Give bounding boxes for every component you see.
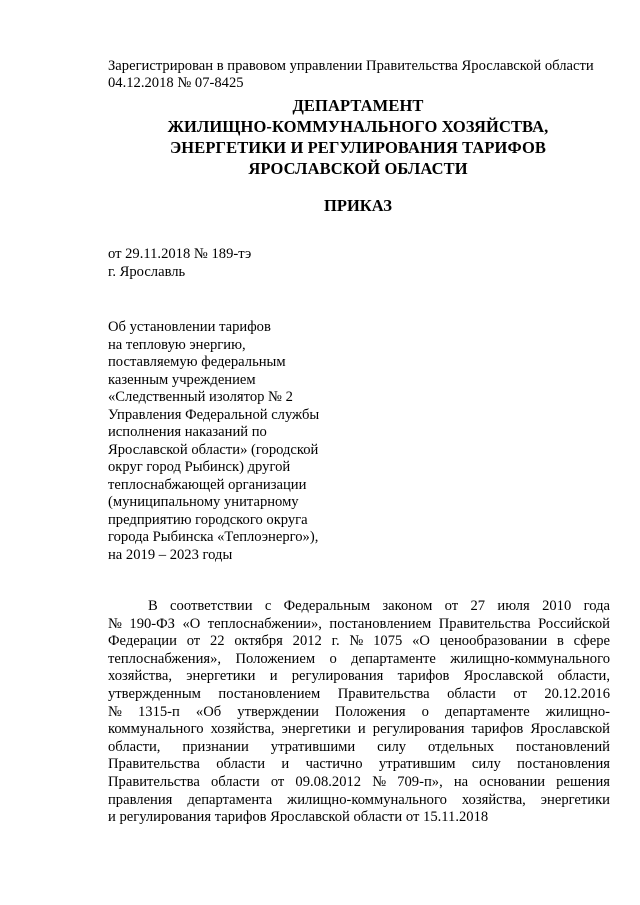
- order-meta: [108, 246, 251, 281]
- subject-line: исполнения наказаний по: [108, 424, 267, 440]
- paragraph-line: хозяйства, энергетики и регулирования тарифов Ярославской области,: [108, 668, 610, 685]
- order-subject: [108, 319, 358, 564]
- subject-line: на 2019 – 2023 годы: [108, 546, 233, 563]
- subject-line: округ город Рыбинск) другой: [108, 459, 291, 475]
- header-line: ЖИЛИЩНО-КОММУНАЛЬНОГО ХОЗЯЙСТВА,: [167, 117, 549, 136]
- header-line: ЭНЕРГЕТИКИ И РЕГУЛИРОВАНИЯ ТАРИФОВ: [169, 138, 546, 157]
- paragraph-line: Правительства области от 09.08.2012 № 709-п», на основании решения: [108, 773, 610, 790]
- subject-line: Управления Федеральной службы: [108, 406, 320, 423]
- subject-line: поставляемую федеральным: [108, 354, 286, 370]
- order-city: г. Ярославль: [108, 263, 186, 280]
- paragraph-line: Федерации от 22 октября 2012 г. № 1075 «О ценообразовании в сфере: [108, 633, 610, 650]
- paragraph-line: области, признании утратившими силу отдельных постановлений: [108, 738, 610, 755]
- paragraph-line: № 190-ФЗ «О теплоснабжении», постановлением Правительства Российской: [108, 615, 610, 632]
- subject-line: Ярославской области» (городской: [108, 441, 319, 458]
- paragraph-line: В соответствии с Федеральным законом от 27 июля 2010 года: [148, 598, 610, 614]
- paragraph-line: и регулирования тарифов Ярославской области от 15.11.2018: [108, 809, 489, 826]
- registration-line-1: Зарегистрирован в правовом управлении Правительства Ярославской области: [108, 58, 594, 74]
- subject-line: (муниципальному унитарному: [108, 494, 299, 510]
- preamble-paragraph: [108, 598, 610, 827]
- paragraph-line: Правительства области и частично утратившим силу постановления: [108, 756, 610, 773]
- paragraph-line: утвержденным постановлением Правительства области от 20.12.2016: [108, 685, 610, 702]
- header-line: ДЕПАРТАМЕНТ: [292, 96, 424, 115]
- paragraph-line: коммунального хозяйства, энергетики и регулирования тарифов Ярославской: [108, 721, 610, 738]
- paragraph-line: правления департамента жилищно-коммунального хозяйства, энергетики: [108, 791, 610, 808]
- subject-line: на тепловую энергию,: [108, 336, 246, 353]
- paragraph-line: № 1315-п «Об утверждении Положения о департаменте жилищно-: [108, 703, 610, 720]
- order-date-number: от 29.11.2018 № 189-тэ: [108, 246, 252, 262]
- registration-line-2: 04.12.2018 № 07-8425: [108, 75, 244, 91]
- order-title: ПРИКАЗ: [324, 196, 392, 215]
- header-line: ЯРОСЛАВСКОЙ ОБЛАСТИ: [248, 159, 468, 178]
- department-header: [108, 95, 608, 179]
- subject-line: Об установлении тарифов: [108, 319, 271, 335]
- paragraph-line: теплоснабжения», Положением о департаменте жилищно-коммунального: [108, 650, 610, 667]
- registration-note: [108, 58, 623, 92]
- subject-line: города Рыбинска «Теплоэнерго»),: [108, 529, 319, 545]
- subject-line: теплоснабжающей организации: [108, 476, 307, 493]
- subject-line: предприятию городского округа: [108, 511, 308, 528]
- subject-line: казенным учреждением: [108, 371, 256, 388]
- subject-line: «Следственный изолятор № 2: [108, 389, 293, 405]
